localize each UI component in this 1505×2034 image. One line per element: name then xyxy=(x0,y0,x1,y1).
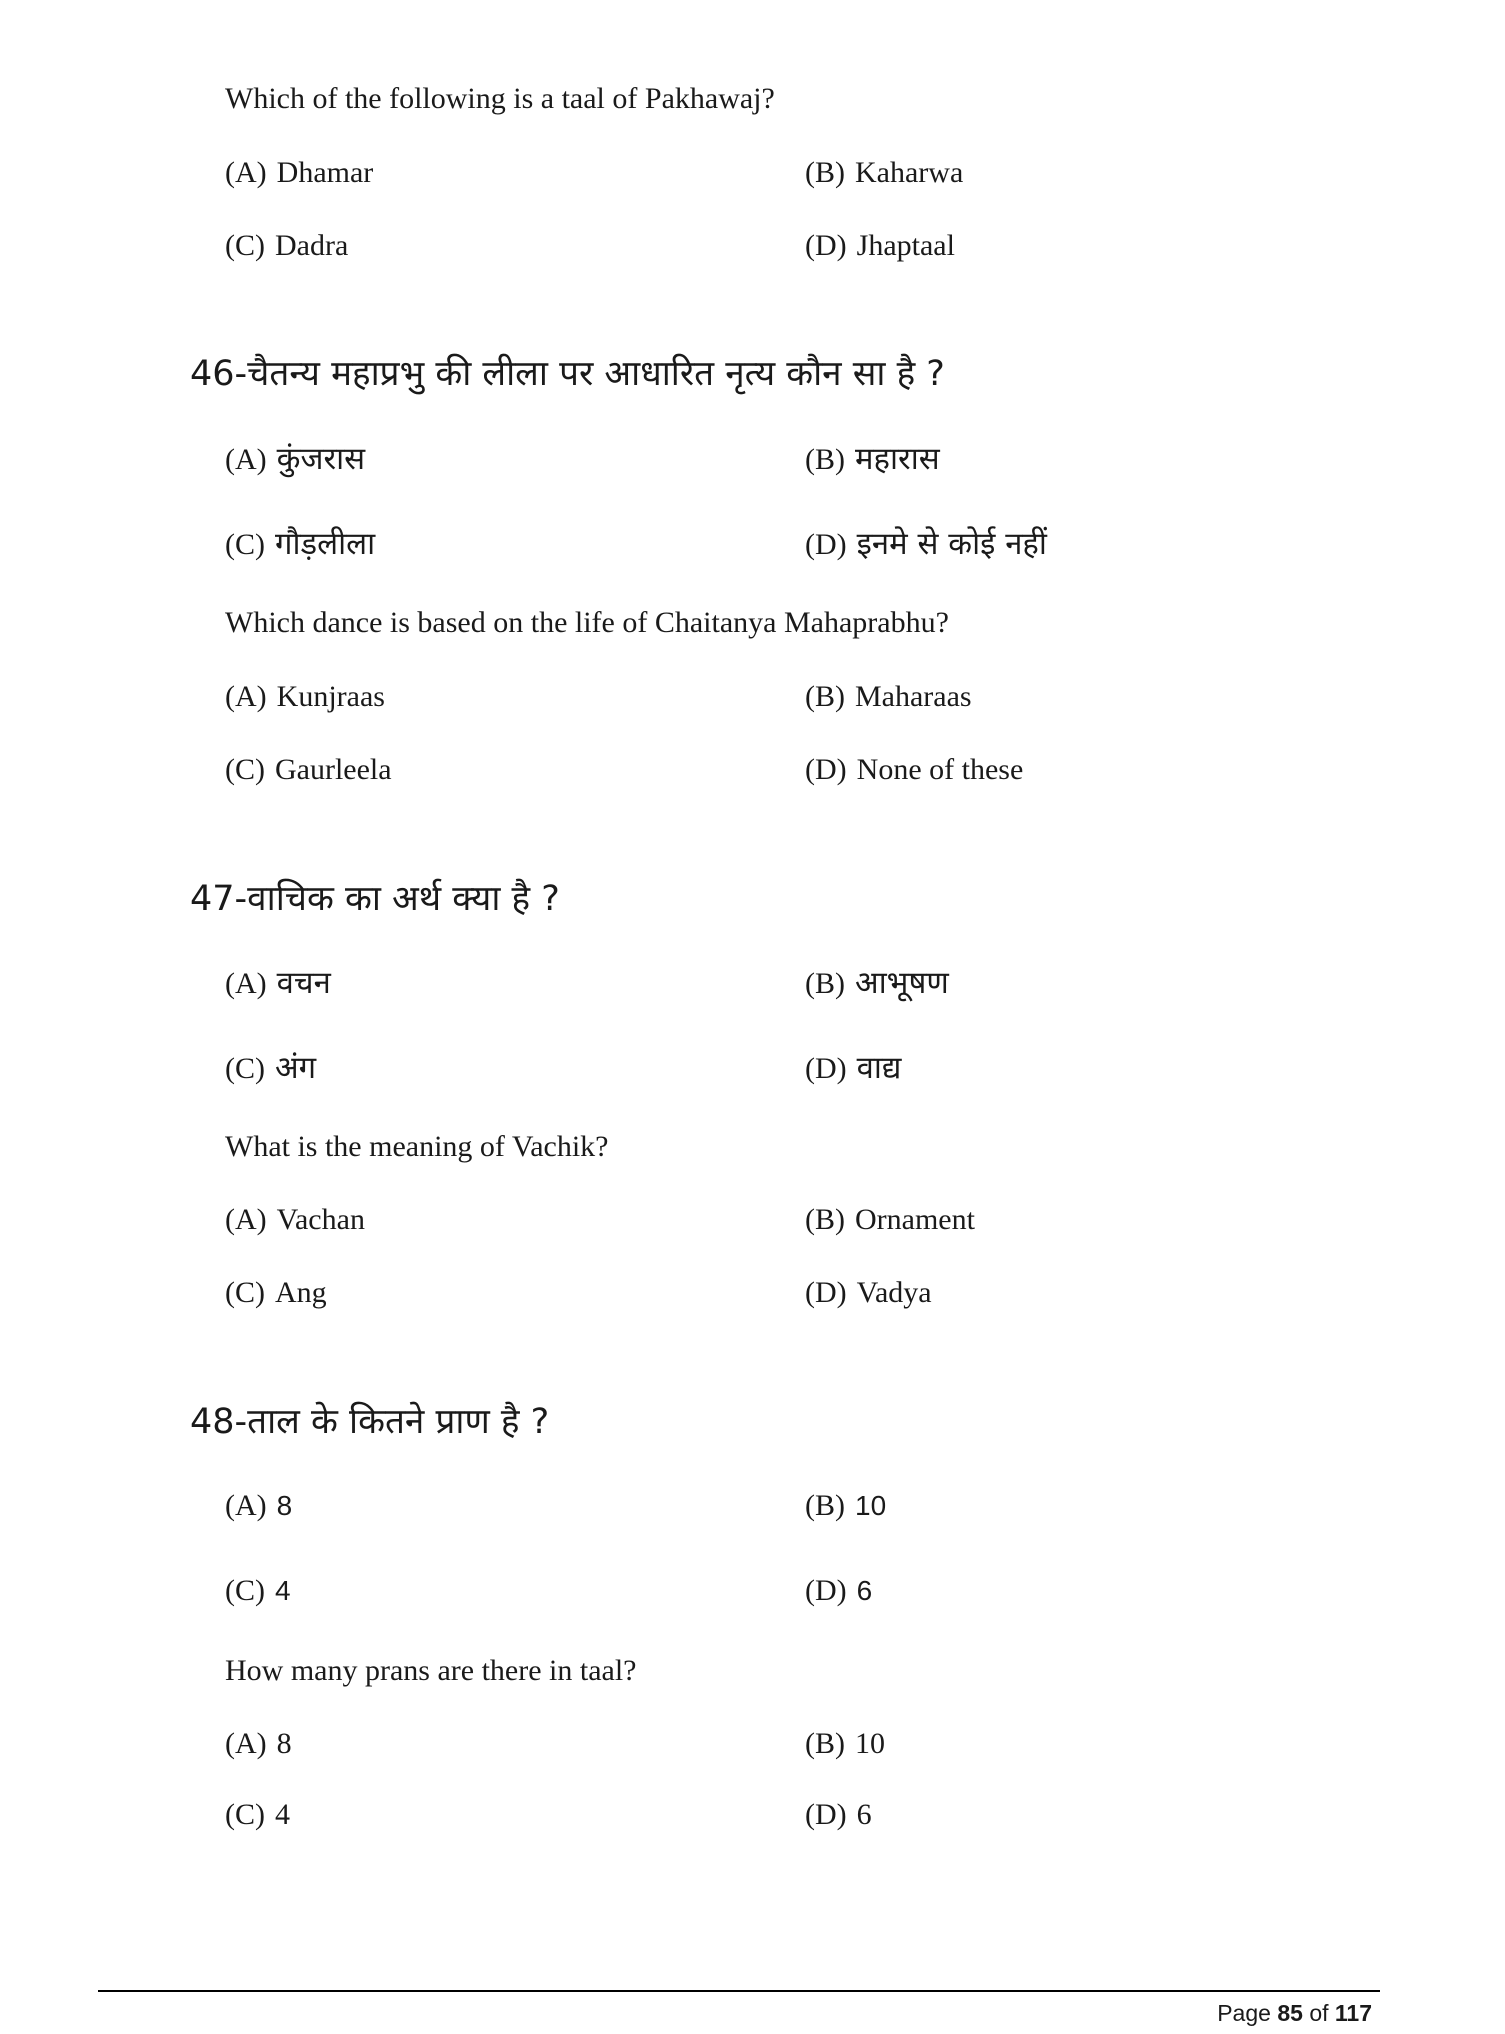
q47-english-option-d xyxy=(805,1276,932,1310)
option-text: वचन xyxy=(276,965,331,1001)
option-text: 10 xyxy=(855,1490,887,1521)
option-text: Kaharwa xyxy=(855,156,964,189)
q48-hindi-question: 48-ताल के कितने प्राण है ? xyxy=(190,1402,550,1442)
option-label: (D) xyxy=(805,1276,847,1309)
option-label: (C) xyxy=(225,229,265,262)
footer-total-pages: 117 xyxy=(1334,2000,1372,2026)
page-number-footer xyxy=(1217,2000,1372,2027)
q47-english-option-a xyxy=(225,1203,365,1237)
option-text: Ang xyxy=(275,1276,327,1309)
option-text: 6 xyxy=(856,1575,873,1606)
option-label: (C) xyxy=(225,753,265,786)
option-label: (A) xyxy=(225,680,267,713)
option-label: (C) xyxy=(225,1052,265,1085)
q48-english-option-a xyxy=(225,1727,292,1761)
option-label: (B) xyxy=(805,967,845,1000)
option-label: (D) xyxy=(805,1574,847,1607)
option-label: (B) xyxy=(805,680,845,713)
q48-english-option-c xyxy=(225,1798,290,1832)
option-text: अंग xyxy=(275,1050,317,1086)
option-text: 4 xyxy=(275,1798,290,1831)
option-text: कुंजरास xyxy=(276,441,366,477)
option-label: (B) xyxy=(805,1489,845,1522)
option-text: इनमे से कोई नहीं xyxy=(856,526,1047,562)
q47-hindi-question: 47-वाचिक का अर्थ क्या है ? xyxy=(190,879,560,919)
option-label: (D) xyxy=(805,1798,847,1831)
option-text: 10 xyxy=(855,1727,885,1760)
q48-hindi-option-a xyxy=(225,1489,292,1523)
option-label: (A) xyxy=(225,967,267,1000)
option-text: Vadya xyxy=(856,1276,932,1309)
q46-hindi-option-c xyxy=(225,522,375,564)
option-text: Dhamar xyxy=(276,156,374,189)
q47-hindi-option-c xyxy=(225,1046,316,1088)
q48-hindi-option-d xyxy=(805,1574,872,1608)
option-label: (D) xyxy=(805,1052,847,1085)
option-label: (A) xyxy=(225,1489,267,1522)
q46-hindi-option-b xyxy=(805,437,940,479)
option-text: 4 xyxy=(275,1575,291,1606)
option-label: (D) xyxy=(805,229,847,262)
option-text: महारास xyxy=(855,441,940,477)
q48-hindi-option-b xyxy=(805,1489,886,1523)
option-label: (C) xyxy=(225,1574,265,1607)
option-label: (B) xyxy=(805,443,845,476)
option-text: Gaurleela xyxy=(275,753,392,786)
q47-hindi-option-d xyxy=(805,1046,901,1088)
option-label: (B) xyxy=(805,156,845,189)
q46-english-option-b xyxy=(805,680,972,714)
q47-english-question: What is the meaning of Vachik? xyxy=(225,1130,609,1163)
option-label: (C) xyxy=(225,1798,265,1831)
option-label: (B) xyxy=(805,1727,845,1760)
q45-option-b xyxy=(805,156,963,190)
option-text: Jhaptaal xyxy=(856,229,955,262)
option-text: वाद्य xyxy=(856,1050,902,1086)
q45-option-d xyxy=(805,229,955,263)
option-text: Kunjraas xyxy=(276,680,385,713)
option-label: (D) xyxy=(805,753,847,786)
q46-hindi-question: 46-चैतन्य महाप्रभु की लीला पर आधारित नृत्य कौन सा है ? xyxy=(190,354,945,394)
option-label: (D) xyxy=(805,528,847,561)
footer-page-number: 85 xyxy=(1277,2000,1303,2026)
q46-english-question: Which dance is based on the life of Chaitanya Mahaprabhu? xyxy=(225,606,949,639)
q45-english-question: Which of the following is a taal of Pakhawaj? xyxy=(225,82,775,115)
option-text: 6 xyxy=(856,1798,872,1831)
q47-hindi-option-b xyxy=(805,961,949,1003)
option-text: आभूषण xyxy=(855,965,949,1001)
option-text: 8 xyxy=(276,1727,292,1760)
q47-hindi-option-a xyxy=(225,961,331,1003)
option-text: Ornament xyxy=(855,1203,975,1236)
option-label: (A) xyxy=(225,1727,267,1760)
option-text: 8 xyxy=(276,1490,293,1521)
q48-english-option-d xyxy=(805,1798,872,1832)
option-label: (C) xyxy=(225,1276,265,1309)
option-label: (A) xyxy=(225,156,267,189)
q46-english-option-a xyxy=(225,680,385,714)
option-text: Vachan xyxy=(276,1203,365,1236)
q48-english-option-b xyxy=(805,1727,885,1761)
option-text: None of these xyxy=(856,753,1024,786)
option-label: (C) xyxy=(225,528,265,561)
option-text: Maharaas xyxy=(855,680,972,713)
option-text: Dadra xyxy=(275,229,349,262)
q46-english-option-d xyxy=(805,753,1023,787)
footer-page-word: Page xyxy=(1217,2000,1271,2026)
q48-english-question: How many prans are there in taal? xyxy=(225,1654,637,1687)
footer-divider xyxy=(98,1990,1380,1992)
q46-hindi-option-a xyxy=(225,437,365,479)
q46-english-option-c xyxy=(225,753,392,787)
q47-english-option-c xyxy=(225,1276,327,1310)
q45-option-c xyxy=(225,229,348,263)
footer-of-word: of xyxy=(1309,2000,1329,2026)
option-text: गौड़लीला xyxy=(275,526,376,562)
option-label: (A) xyxy=(225,1203,267,1236)
q46-hindi-option-d xyxy=(805,522,1047,564)
option-label: (B) xyxy=(805,1203,845,1236)
q45-option-a xyxy=(225,156,373,190)
q47-english-option-b xyxy=(805,1203,975,1237)
q48-hindi-option-c xyxy=(225,1574,291,1608)
option-label: (A) xyxy=(225,443,267,476)
